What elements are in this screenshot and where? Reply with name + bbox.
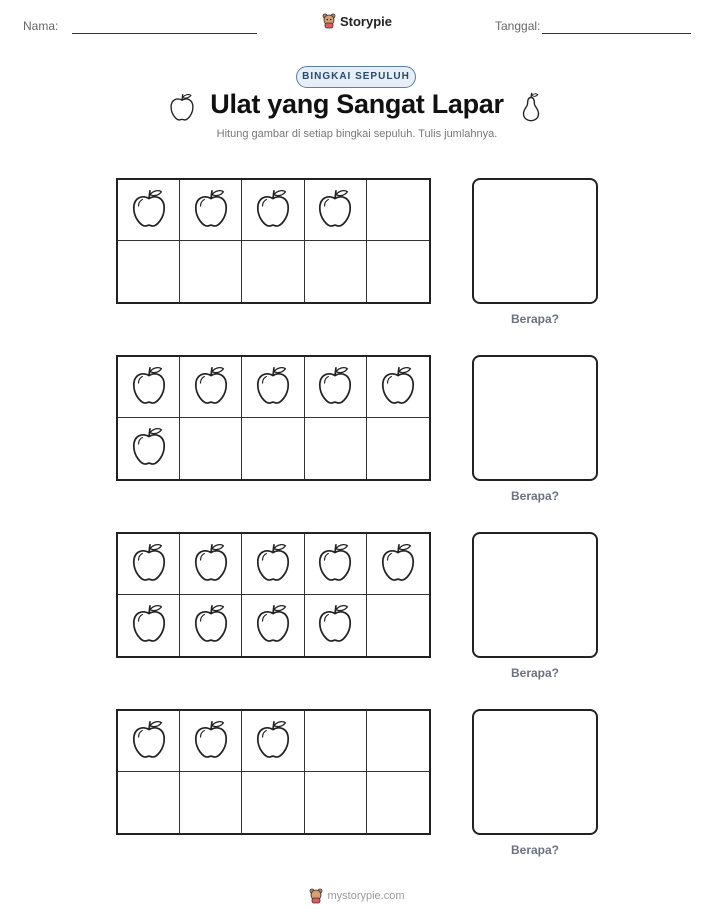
frame-cell (305, 180, 367, 241)
frame-cell (118, 418, 180, 479)
ten-frame-2 (116, 355, 431, 481)
apple-icon (192, 364, 230, 411)
date-line[interactable] (542, 33, 691, 34)
frame-cell (118, 595, 180, 656)
apple-icon (254, 364, 292, 411)
apple-icon (254, 187, 292, 234)
ten-frame-3 (116, 532, 431, 658)
frame-cell (305, 357, 367, 418)
date-label: Tanggal: (495, 19, 541, 33)
answer-box-3[interactable] (472, 532, 598, 658)
frame-cell (242, 357, 304, 418)
storypie-bear-icon (322, 13, 336, 29)
frame-cell (367, 711, 429, 772)
apple-icon (130, 602, 168, 649)
frame-cell (367, 534, 429, 595)
ten-frame-1 (116, 178, 431, 304)
frame-cell (180, 711, 242, 772)
apple-icon (379, 364, 417, 411)
frame-cell (242, 241, 304, 302)
frame-cell (367, 595, 429, 656)
apple-icon (379, 541, 417, 588)
frame-cell (118, 534, 180, 595)
answer-label-2: Berapa? (510, 489, 560, 503)
apple-icon (254, 718, 292, 765)
page-title: Ulat yang Sangat Lapar (210, 89, 504, 119)
frame-cell (367, 418, 429, 479)
apple-icon (192, 718, 230, 765)
frame-cell (367, 772, 429, 833)
ten-frame-4 (116, 709, 431, 835)
apple-icon (316, 541, 354, 588)
apple-icon (192, 602, 230, 649)
frame-cell (367, 241, 429, 302)
worksheet-badge: BINGKAI SEPULUH (296, 66, 416, 88)
name-label: Nama: (23, 19, 59, 33)
apple-icon (130, 541, 168, 588)
apple-icon (130, 425, 168, 472)
frame-cell (180, 534, 242, 595)
frame-cell (180, 241, 242, 302)
frame-cell (242, 418, 304, 479)
answer-box-2[interactable] (472, 355, 598, 481)
apple-icon (192, 541, 230, 588)
frame-cell (367, 357, 429, 418)
frame-cell (305, 241, 367, 302)
frame-cell (242, 534, 304, 595)
frame-cell (242, 180, 304, 241)
storypie-bear-icon (309, 888, 323, 904)
frame-cell (180, 772, 242, 833)
answer-box-4[interactable] (472, 709, 598, 835)
frame-cell (305, 534, 367, 595)
frame-cell (118, 772, 180, 833)
apple-icon (130, 364, 168, 411)
frame-cell (118, 180, 180, 241)
apple-icon (316, 602, 354, 649)
answer-label-1: Berapa? (510, 312, 560, 326)
answer-label-3: Berapa? (510, 666, 560, 680)
apple-icon (192, 187, 230, 234)
pear-icon (520, 92, 542, 122)
frame-cell (367, 180, 429, 241)
frame-cell (180, 595, 242, 656)
apple-icon (130, 187, 168, 234)
brand-logo (0, 13, 714, 34)
frame-cell (118, 711, 180, 772)
brand-name: Storypie (339, 13, 392, 29)
apple-icon (316, 187, 354, 234)
answer-label-4: Berapa? (510, 843, 560, 857)
footer-url: mystorypie.com (327, 890, 405, 902)
instructions: Hitung gambar di setiap bingkai sepuluh. Tulis jumlahnya. (216, 128, 498, 140)
answer-box-1[interactable] (472, 178, 598, 304)
frame-cell (180, 418, 242, 479)
frame-cell (305, 711, 367, 772)
frame-cell (305, 772, 367, 833)
frame-cell (305, 595, 367, 656)
frame-cell (242, 595, 304, 656)
apple-icon (254, 541, 292, 588)
apple-icon (254, 602, 292, 649)
footer (0, 888, 714, 909)
frame-cell (180, 357, 242, 418)
frame-cell (305, 418, 367, 479)
frame-cell (118, 241, 180, 302)
frame-cell (242, 711, 304, 772)
apple-icon (316, 364, 354, 411)
frame-cell (180, 180, 242, 241)
apple-icon (130, 718, 168, 765)
frame-cell (242, 772, 304, 833)
frame-cell (118, 357, 180, 418)
